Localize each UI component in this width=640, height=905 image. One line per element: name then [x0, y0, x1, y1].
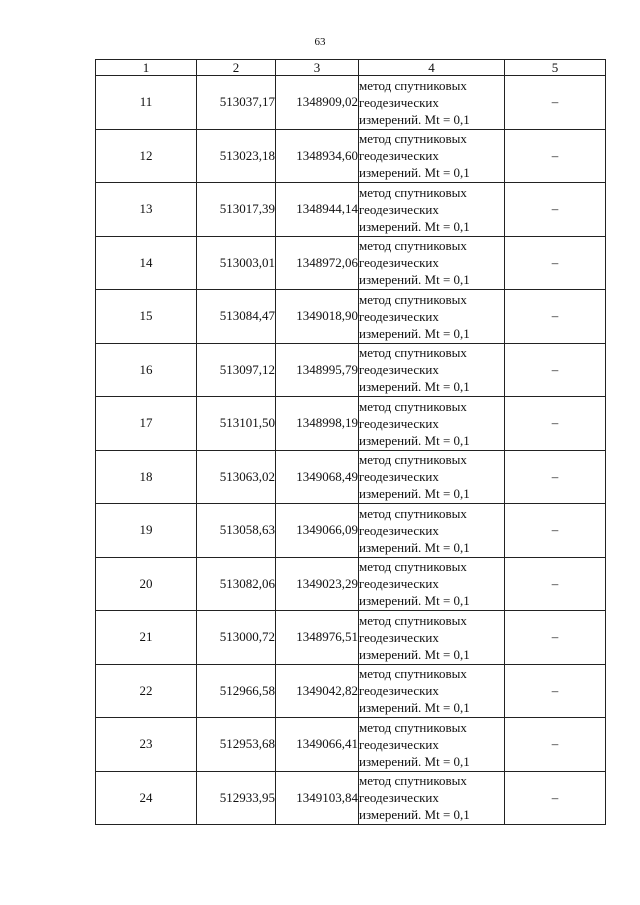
- page-number: 63: [314, 36, 326, 48]
- point-number-cell: 11: [96, 76, 197, 130]
- point-number-cell: 14: [96, 236, 197, 290]
- method-cell: [359, 183, 505, 237]
- method-line: измерений. Mt = 0,1: [359, 379, 470, 395]
- x-coordinate-cell: 513097,12: [197, 343, 276, 397]
- method-cell: [359, 611, 505, 665]
- method-line: метод спутниковых: [359, 131, 467, 147]
- method-line: измерений. Mt = 0,1: [359, 432, 470, 448]
- y-coordinate-cell: 1349023,29: [276, 557, 359, 611]
- table-row: [96, 183, 606, 237]
- method-line: метод спутниковых: [359, 773, 467, 789]
- method-line: измерений. Mt = 0,1: [359, 646, 470, 662]
- x-coordinate-cell: 513000,72: [197, 611, 276, 665]
- table-row: [96, 504, 606, 558]
- x-coordinate-cell: 513023,18: [197, 129, 276, 183]
- method-cell: [359, 450, 505, 504]
- method-line: метод спутниковых: [359, 666, 467, 682]
- method-cell: [359, 343, 505, 397]
- note-cell: –: [505, 129, 606, 183]
- point-number-cell: 19: [96, 504, 197, 558]
- x-coordinate-cell: 512953,68: [197, 718, 276, 772]
- method-line: метод спутниковых: [359, 398, 467, 414]
- method-line: геодезических: [359, 522, 439, 538]
- x-coordinate-cell: 512933,95: [197, 771, 276, 825]
- y-coordinate-cell: 1349068,49: [276, 450, 359, 504]
- point-number-cell: 22: [96, 664, 197, 718]
- y-coordinate-cell: 1349018,90: [276, 290, 359, 344]
- column-header-1: 1: [96, 60, 197, 76]
- method-line: метод спутниковых: [359, 238, 467, 254]
- note-cell: –: [505, 718, 606, 772]
- method-cell: [359, 397, 505, 451]
- method-line: метод спутниковых: [359, 612, 467, 628]
- method-line: метод спутниковых: [359, 77, 467, 93]
- method-cell: [359, 557, 505, 611]
- method-line: метод спутниковых: [359, 184, 467, 200]
- x-coordinate-cell: 513017,39: [197, 183, 276, 237]
- method-line: метод спутниковых: [359, 559, 467, 575]
- column-header-2: 2: [197, 60, 276, 76]
- coordinates-table: [95, 59, 606, 825]
- method-line: измерений. Mt = 0,1: [359, 539, 470, 555]
- method-line: измерений. Mt = 0,1: [359, 111, 470, 127]
- method-line: измерений. Mt = 0,1: [359, 165, 470, 181]
- y-coordinate-cell: 1348998,19: [276, 397, 359, 451]
- method-line: геодезических: [359, 255, 439, 271]
- method-cell: [359, 290, 505, 344]
- table-row: [96, 76, 606, 130]
- point-number-cell: 18: [96, 450, 197, 504]
- method-line: геодезических: [359, 629, 439, 645]
- table-row: [96, 236, 606, 290]
- note-cell: –: [505, 664, 606, 718]
- table-row: [96, 129, 606, 183]
- table-header-row: [96, 60, 606, 76]
- x-coordinate-cell: 513003,01: [197, 236, 276, 290]
- method-line: измерений. Mt = 0,1: [359, 218, 470, 234]
- method-line: метод спутниковых: [359, 505, 467, 521]
- method-line: геодезических: [359, 201, 439, 217]
- note-cell: –: [505, 611, 606, 665]
- method-line: измерений. Mt = 0,1: [359, 486, 470, 502]
- x-coordinate-cell: 513084,47: [197, 290, 276, 344]
- y-coordinate-cell: 1348995,79: [276, 343, 359, 397]
- method-cell: [359, 664, 505, 718]
- table-row: [96, 450, 606, 504]
- note-cell: –: [505, 183, 606, 237]
- point-number-cell: 17: [96, 397, 197, 451]
- table-row: [96, 771, 606, 825]
- y-coordinate-cell: 1348909,02: [276, 76, 359, 130]
- point-number-cell: 12: [96, 129, 197, 183]
- x-coordinate-cell: 513058,63: [197, 504, 276, 558]
- y-coordinate-cell: 1348976,51: [276, 611, 359, 665]
- table-body: [96, 76, 606, 825]
- method-line: геодезических: [359, 683, 439, 699]
- method-cell: [359, 129, 505, 183]
- x-coordinate-cell: 513063,02: [197, 450, 276, 504]
- y-coordinate-cell: 1349066,41: [276, 718, 359, 772]
- point-number-cell: 15: [96, 290, 197, 344]
- note-cell: –: [505, 557, 606, 611]
- method-line: метод спутниковых: [359, 719, 467, 735]
- point-number-cell: 24: [96, 771, 197, 825]
- method-line: геодезических: [359, 469, 439, 485]
- note-cell: –: [505, 771, 606, 825]
- method-line: метод спутниковых: [359, 291, 467, 307]
- table-row: [96, 397, 606, 451]
- y-coordinate-cell: 1348934,60: [276, 129, 359, 183]
- method-cell: [359, 236, 505, 290]
- x-coordinate-cell: 513101,50: [197, 397, 276, 451]
- point-number-cell: 21: [96, 611, 197, 665]
- method-cell: [359, 76, 505, 130]
- method-line: геодезических: [359, 790, 439, 806]
- method-line: измерений. Mt = 0,1: [359, 700, 470, 716]
- y-coordinate-cell: 1348944,14: [276, 183, 359, 237]
- note-cell: –: [505, 343, 606, 397]
- method-line: измерений. Mt = 0,1: [359, 272, 470, 288]
- method-cell: [359, 718, 505, 772]
- x-coordinate-cell: 513037,17: [197, 76, 276, 130]
- point-number-cell: 23: [96, 718, 197, 772]
- method-line: геодезических: [359, 415, 439, 431]
- y-coordinate-cell: 1349066,09: [276, 504, 359, 558]
- method-line: геодезических: [359, 94, 439, 110]
- method-line: измерений. Mt = 0,1: [359, 593, 470, 609]
- point-number-cell: 20: [96, 557, 197, 611]
- method-line: измерений. Mt = 0,1: [359, 753, 470, 769]
- method-line: измерений. Mt = 0,1: [359, 325, 470, 341]
- note-cell: –: [505, 236, 606, 290]
- y-coordinate-cell: 1348972,06: [276, 236, 359, 290]
- method-line: геодезических: [359, 148, 439, 164]
- method-line: геодезических: [359, 362, 439, 378]
- x-coordinate-cell: 512966,58: [197, 664, 276, 718]
- method-line: измерений. Mt = 0,1: [359, 807, 470, 823]
- note-cell: –: [505, 76, 606, 130]
- table-row: [96, 611, 606, 665]
- method-line: геодезических: [359, 736, 439, 752]
- table-row: [96, 343, 606, 397]
- column-header-4: 4: [359, 60, 505, 76]
- y-coordinate-cell: 1349103,84: [276, 771, 359, 825]
- method-cell: [359, 504, 505, 558]
- method-cell: [359, 771, 505, 825]
- point-number-cell: 16: [96, 343, 197, 397]
- point-number-cell: 13: [96, 183, 197, 237]
- note-cell: –: [505, 450, 606, 504]
- table-row: [96, 718, 606, 772]
- method-line: геодезических: [359, 576, 439, 592]
- method-line: метод спутниковых: [359, 452, 467, 468]
- method-line: метод спутниковых: [359, 345, 467, 361]
- table-row: [96, 664, 606, 718]
- method-line: геодезических: [359, 308, 439, 324]
- note-cell: –: [505, 504, 606, 558]
- column-header-5: 5: [505, 60, 606, 76]
- column-header-3: 3: [276, 60, 359, 76]
- note-cell: –: [505, 397, 606, 451]
- table-row: [96, 557, 606, 611]
- table-row: [96, 290, 606, 344]
- y-coordinate-cell: 1349042,82: [276, 664, 359, 718]
- x-coordinate-cell: 513082,06: [197, 557, 276, 611]
- note-cell: –: [505, 290, 606, 344]
